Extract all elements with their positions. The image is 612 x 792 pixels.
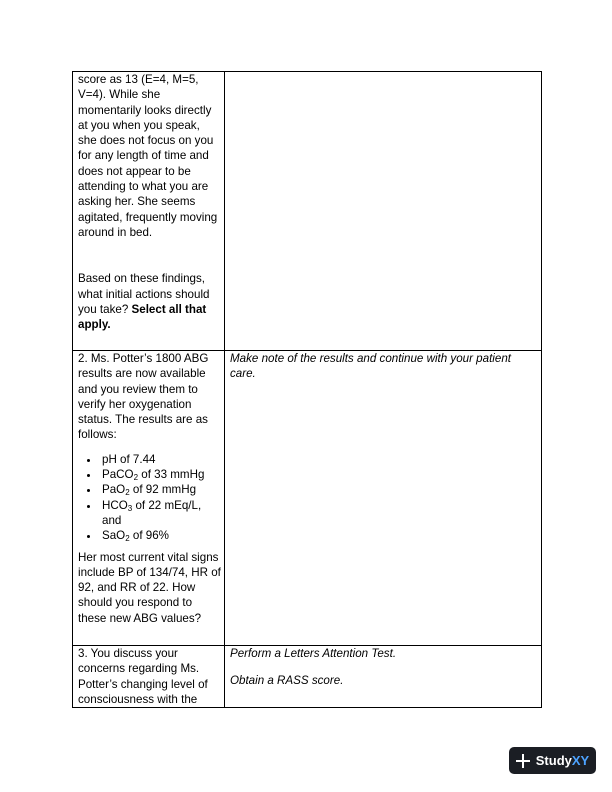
table-row: [73, 351, 542, 646]
list-item: • $HCO_3$ of 22 mEq/L, and: [100, 498, 221, 529]
question-cell: [73, 646, 225, 708]
q3-answer-1: Perform a Letters Attention Test.: [230, 647, 397, 660]
list-item: • pH of 7.44: [100, 452, 221, 467]
q2-intro: 2. Ms. Potter’s 1800 ABG results are now available and you review them to verify her oxygenation status. The results are as follows:: [78, 352, 209, 442]
brand-name: StudyXY: [535, 753, 590, 768]
list-item: • PaO$_2$ of 92 mmHg: [100, 482, 221, 497]
answer-cell: [225, 72, 542, 351]
q3-intro: 3. You discuss your concerns regarding Ms. Potter’s changing level of consciousness with the: [78, 647, 208, 706]
q2-answer: Make note of the results and continue with your patient care.: [230, 352, 511, 381]
question-cell: [73, 72, 225, 351]
q3-answer-2: Obtain a RASS score.: [230, 674, 344, 688]
table-row: [73, 646, 542, 708]
abg-results-list: [78, 452, 221, 544]
answer-cell: [225, 351, 542, 646]
table-row: [73, 72, 542, 351]
plus-icon: [516, 754, 530, 768]
case-study-table: [72, 71, 542, 708]
list-item: • SaO$_2$ of 96%: [100, 528, 221, 543]
q1-question: Based on these findings, what initial actions should you take? Select all that apply.: [78, 272, 210, 332]
question-cell: [73, 351, 225, 646]
q2-followup: Her most current vital signs include BP of 134/74, HR of 92, and RR of 22. How should you respond to these new ABG values?: [78, 550, 221, 625]
list-item: • PaCO$_2$ of 33 mmHg: [100, 467, 221, 482]
answer-cell: [225, 646, 542, 708]
studyxy-badge[interactable]: [509, 747, 596, 774]
q1-intro: score as 13 (E=4, M=5, V=4). While she momentarily looks directly at you when you speak, she does not focus on you for any length of time and does not appear to be attending to what you are asking her. She seems agitated, frequently moving around in bed.: [78, 73, 218, 239]
